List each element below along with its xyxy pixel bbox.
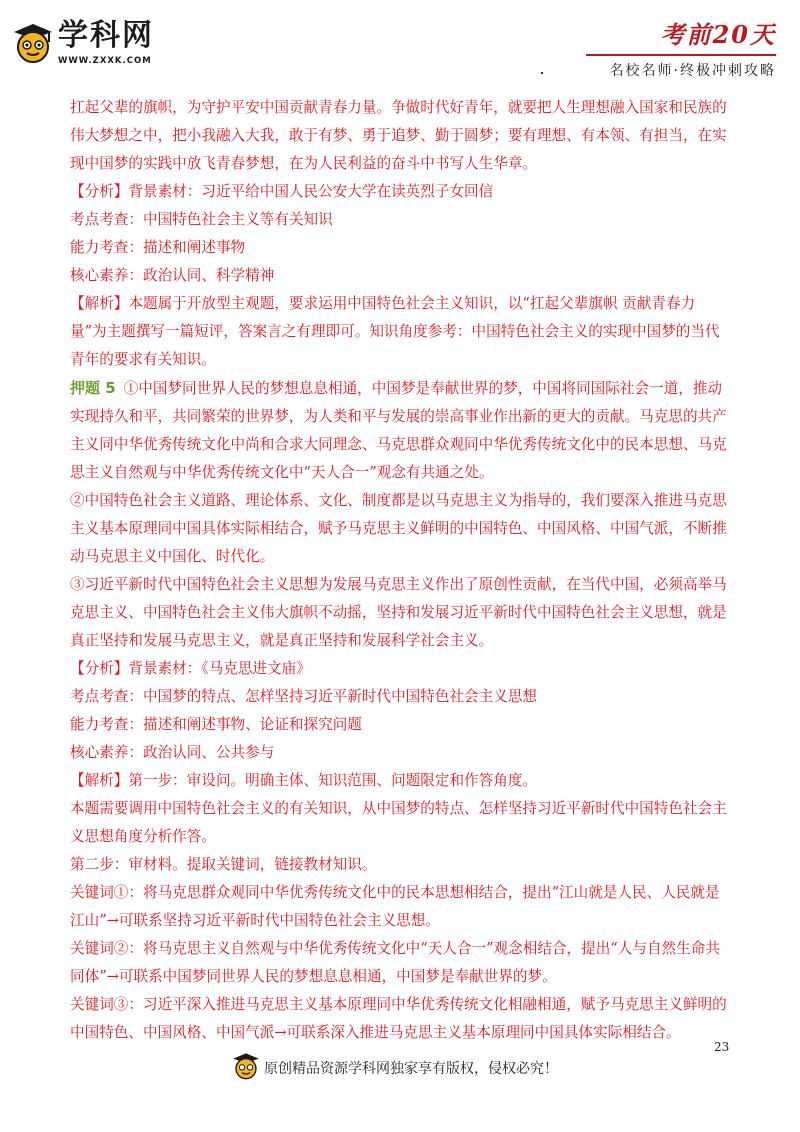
exam-badge (586, 20, 776, 84)
badge-divider (586, 54, 776, 56)
keyword-2: 关键词②：将马克思主义自然观与中华优秀传统文化中“天人合一”观念相结合，提出“人与自然生命共同体”→可联系中国梦同世界人民的梦想息息相通，中国梦是奉献世界的梦。 (70, 940, 720, 985)
core-literacy: 核心素养：政治认同、科学精神 (70, 267, 275, 284)
explanation-step-1: 【解析】第一步：审设问。明确主体、知识范围、问题限定和作答角度。 (70, 772, 538, 789)
logo-url: WWW.ZXXK.COM (58, 56, 152, 66)
smiley-scholar-icon (12, 22, 54, 64)
question-5-answer-1 (70, 374, 730, 487)
analysis-material: 【分析】背景素材：习近平给中国人民公安大学在读英烈子女回信 (70, 183, 494, 200)
explanation-step-2: 第二步：审材料。提取关键词，链接教材知识。 (70, 856, 377, 873)
ability-point: 能力考查：描述和阐述事物 (70, 239, 246, 256)
copyright-text: 原创精品资源学科网独家享有版权，侵权必究！ (264, 1061, 558, 1077)
explanation-body: 本题需要调用中国特色社会主义的有关知识，从中国梦的特点、怎样坚持习近平新时代中国特色社会主义思想角度分析作答。 (70, 800, 727, 845)
answer-point-3: ③习近平新时代中国特色社会主义思想为发展马克思主义作出了原创性贡献，在当代中国，必须高举马克思主义、中国特色社会主义伟大旗帜不动摇，坚持和发展习近平新时代中国特色社会主义思想，就是真正坚持和发展马克思主义，就是真正坚持和发展科学社会主义。 (70, 576, 727, 649)
explanation: 【解析】本题属于开放型主观题，要求运用中国特色社会主义知识，以“扛起父辈旗帜 贡献青春力量”为主题撰写一篇短评，答案言之有理即可。知识角度参考：中国特色社会主义的实现中国梦的当代青年的要求有关知识。 (70, 295, 720, 368)
analysis-material: 【分析】背景素材：《马克思进文庙》 (70, 660, 311, 677)
badge-subtitle: 名校名师·终极冲刺攻略 (609, 63, 776, 79)
smiley-scholar-icon (232, 1052, 260, 1080)
ability-point: 能力考查：描述和阐述事物、论证和探究问题 (70, 716, 362, 733)
paragraph: 扛起父辈的旗帜，为守护平安中国贡献青春力量。争做时代好青年，就要把人生理想融入国家和民族的伟大梦想之中，把小我融入大我，敢于有梦、勇于追梦、勤于圆梦；要有理想、有本领、有担当，在实现中国梦的实践中放飞青春梦想，在为人民利益的奋斗中书写人生华章。 (70, 99, 727, 172)
page-header (0, 0, 800, 90)
page-number: 23 (714, 1040, 730, 1054)
knowledge-point: 考点考查：中国梦的特点、怎样坚持习近平新时代中国特色社会主义思想 (70, 688, 538, 705)
answer-point-1: ①中国梦同世界人民的梦想息息相通，中国梦是奉献世界的梦，中国将同国际社会一道，推动实现持久和平，共同繁荣的世界梦，为人类和平与发展的崇高事业作出新的更大的贡献。马克思的共产主义同中华优秀传统文化中尚和合求大同理念、马克思群众观同中华优秀传统文化中的民本思想、马克思主义自然观与中华优秀传统文化中“天人合一”观念有共通之处。 (70, 380, 727, 481)
core-literacy: 核心素养：政治认同、公共参与 (70, 744, 275, 761)
header-dot (541, 72, 543, 74)
logo-text: 学科网 (58, 18, 154, 53)
zxxk-logo[interactable] (12, 16, 182, 74)
keyword-1: 关键词①：将马克思群众观同中华优秀传统文化中的民本思想相结合，提出“江山就是人民、人民就是江山”→可联系坚持习近平新时代中国特色社会主义思想。 (70, 884, 720, 929)
answer-content (70, 94, 730, 1047)
answer-point-2: ②中国特色社会主义道路、理论体系、文化、制度都是以马克思主义为指导的，我们要深入推进马克思主义基本原理同中国具体实际相结合，赋予马克思主义鲜明的中国特色、中国风格、中国气派，不断推动马克思主义中国化、时代化。 (70, 492, 727, 565)
question-label: 押题 5 (70, 379, 116, 397)
badge-title: 考前20天 (660, 20, 776, 49)
knowledge-point: 考点考查：中国特色社会主义等有关知识 (70, 211, 333, 228)
keyword-3: 关键词③：习近平深入推进马克思主义基本原理同中华优秀传统文化相融相通，赋予马克思主义鲜明的中国特色、中国风格、中国气派→可联系深入推进马克思主义基本原理同中国具体实际相结合。 (70, 996, 727, 1041)
